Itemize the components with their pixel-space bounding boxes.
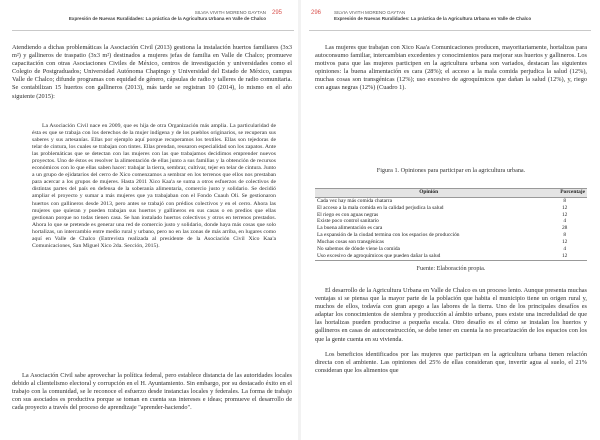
table-row xyxy=(315,205,587,212)
left-running-header xyxy=(66,10,266,30)
right-page xyxy=(301,0,600,440)
left-page xyxy=(0,0,298,440)
left-closing-paragraph xyxy=(12,372,292,412)
left-paragraph-after: La Asociación Civil sabe aprovechar la política federal, pero establece distancia de las autoridades locales debido al clientelismo electoral y corrupción en el H. Ayuntamiento. Sin embargo, por su destacado éxito en el trabajo con la comunidad, se le reconoce el esfuerzo desde instancias locales y federales. La forma de trabajo con sus asociados es productiva porque se toman en cuenta sus intereses e ideas; promueve el desarrollo de cada proyecto a través del proceso de aprendizaje "aprender-haciendo". xyxy=(12,372,292,412)
percent-cell: 12 xyxy=(542,253,587,260)
right-running-header xyxy=(334,10,584,30)
opinions-table xyxy=(315,188,587,261)
opinion-cell: Muchas cosas son transgénicas xyxy=(317,239,384,246)
right-paragraph: Las mujeres que trabajan con Xico Kaa'a Comunicaciones producen, mayoritariamente, hortalizas para autoconsumo familiar, intercambian excedentes y conocimientos para mejorar sus huertos y gallineros. Los motivos para que las mujeres participen en la agricultura urbana son variados, destacan las siguientes opiniones: la buena alimentación es cara (28%); el acceso a la mala comida perjudica la salud (12%), muchas cosas son transgénicas (12%); uso excesivo de agroquímicos que dañan la salud (12%), y, riego con aguas negras (12%) (Cuadro 1). xyxy=(315,44,587,92)
opinion-cell: La expansión de la ciudad termina con los espacios de producción xyxy=(317,232,460,239)
table-row xyxy=(315,218,587,225)
percent-cell: 8 xyxy=(563,197,567,204)
percent-cell: 12 xyxy=(561,204,568,211)
opinion-cell: El riego es con aguas negras xyxy=(317,211,379,218)
right-page-number: 296 xyxy=(311,10,322,16)
table-row xyxy=(315,232,587,239)
opinion-cell: La buena alimentación es cara xyxy=(317,225,383,232)
left-page-number: 295 xyxy=(272,10,283,16)
right-header-author: SILVIA VIVITH MORENO GAYTAN xyxy=(334,10,406,15)
figure-caption: Figura 1. Opiniones para participar en la agricultura urbana. xyxy=(376,167,526,174)
percent-cell: 12 xyxy=(561,211,568,218)
left-header-author: SILVIA VIVITH MORENO GAYTAN xyxy=(194,10,266,15)
column-header-percent: Porcentaje xyxy=(542,189,587,198)
opinion-cell: Uso excesivo de agroquímicos que pueden dañar la salud xyxy=(315,253,542,260)
opinion-cell: El acceso a la mala comida en la calidad perjudica la salud xyxy=(317,204,444,211)
opinion-cell: No sabemos de dónde viene la comida xyxy=(317,246,400,253)
table-row xyxy=(315,239,587,246)
right-header-rule xyxy=(309,30,591,31)
right-paragraph-after: Los beneficios identificados por las mujeres que participan en la agricultura urbana tienen relación directa con el ambiente. Las opiniones del 25% de ellas consideran que, invertir agua al suelo, el 21% consideran que los alimentos que xyxy=(315,350,587,374)
table-row xyxy=(315,225,587,232)
right-intro-paragraph xyxy=(315,44,587,93)
table-row xyxy=(315,197,587,204)
table-row xyxy=(315,253,587,260)
right-paragraph-after: El desarrollo de la Agricultura Urbana en Valle de Chalco es un proceso lento. Aunque presenta muchas ventajas si se piensa que la mayor parte de la población que habita el municipio tiene un origen rural y, muchos de ellos, todavía con gran apego a las labores de la tierra. Uno de los principales desafíos es adaptar los conocimientos de siembra y producción al ámbito urbano, pues existe una incredulidad de que las hortalizas pueden producirse a pequeña escala. Otro desafío es el cómo se instalan los huertos y gallineros en casas de autoconstrucción, se debe tener en cuenta la no precarización de los espacios con los que la gente cuenta en su vivienda. xyxy=(315,287,587,343)
figure-source: Fuente: Elaboración propia. xyxy=(416,265,486,272)
table-row xyxy=(315,246,587,253)
table-row xyxy=(315,212,587,219)
opinion-cell: Cada vez hay más comida chatarra xyxy=(317,197,392,204)
right-header-title: Expresión de Nuevas Ruralidades: La práctica de la Agricultura Urbana en Valle de Chalco xyxy=(334,16,532,21)
percent-cell: 4 xyxy=(563,218,567,225)
quote-text: La Asociación Civil nace en 2009, que es hija de otra Organización más amplia. La particularidad de ésta es que se trabaja con los derechos de la mujer indígena y de los pueblos originarios, se recuperan sus saberes y sus artesanías. Ellas por ejemplo aquí porque recuperamos los textiles. Ellas son tejedoras de telar de cintura, los cuales se trabajan con tintes. Ellas prendan, reusaron especialidad son los zapatos. Ante las problemáticas que se detectan con las mujeres con las que trabajamos decidimos emprender nuevos proyectos. Uno de éstos es resolver la alimentación de ellas junto a sus familias y la obtención de recursos económicos con lo que ellas saben hacer: trabajar la tierra, sembrar, cultivar, tejer en telar de cintura. Junto a un grupo de ejidatarios del cerro de Xico comenzamos a sembrar en los terrenos que ellos nos prestaban para acercar a los grupos de mujeres. Hasta 2011 Xico Kaa'a se suma a otros esfuerzos de colectivos de distintas partes del país en defensa de la soberanía alimentaria, comercio justo y solidario. Se decidió ampliar el proyecto y sumar a más mujeres que ya trabajaban con el Fondo Cuauh Oli. Se gestionaron huertos con gallineros desde 2013, pero antes se trabajó con prédios colectivos y en el cerro. Ahora las mujeres que quieran y pueden trabajan sus huertos y gallineros en sus casas o en predios que ellas gestionan porque no todas tienen casa. Se han instalado huertos colectivos y otros en terrenos prestados. Ahora lo que se pretende es generar una red de comercio justo y solidario, donde haya más cosas que solo hortalizas, un intercambio entre medio rural y urbano, pero no en las zonas de más arriba, en lugares como aquí en Valle de Chalco (Entrevista realizada al presidente de la Asociación Civil Xico Kaa'a Comunicaciones, San Miguel Xico 2da. Sección, 2015). xyxy=(32,123,276,249)
percent-cell: 12 xyxy=(561,239,568,246)
left-paragraph: Atendiendo a dichas problemáticas la Asociación Civil (2013) gestiona la instalación huertos familiares (3x3 m²) y gallineros de traspatio (3x3 m²) destinados a mujeres jefas de familia en Valle de Chalco; promueve capacitación con otras Asociaciones Civiles de México, centros de investigación y universidades como el Colegio de Postgraduados; Universidad Autónoma Chapingo y Universidad del Estado de México, campus Valle de Chalco; difunde programas con equidad de género, cápsulas de radio y talleres de radio comunitaria. Se contabilizan 15 huertos con gallineros (2013), más tarde se registran 10 (2014), lo mismo en el año siguiente (2015): xyxy=(12,44,292,100)
right-closing-paragraphs xyxy=(315,287,587,375)
left-intro-paragraph xyxy=(12,44,292,101)
opinion-cell: Existe poco control sanitario xyxy=(317,218,379,225)
interview-quote xyxy=(32,123,276,250)
table-header-row xyxy=(315,189,587,198)
percent-cell: 8 xyxy=(563,232,567,239)
left-header-title: Expresión de Nuevas Ruralidades: La práctica de la Agricultura Urbana en Valle de Chalco xyxy=(68,16,266,21)
column-header-opinion: Opinión xyxy=(315,189,542,198)
percent-cell: 28 xyxy=(561,225,568,232)
left-header-rule xyxy=(12,30,294,31)
percent-cell: 4 xyxy=(563,246,567,253)
